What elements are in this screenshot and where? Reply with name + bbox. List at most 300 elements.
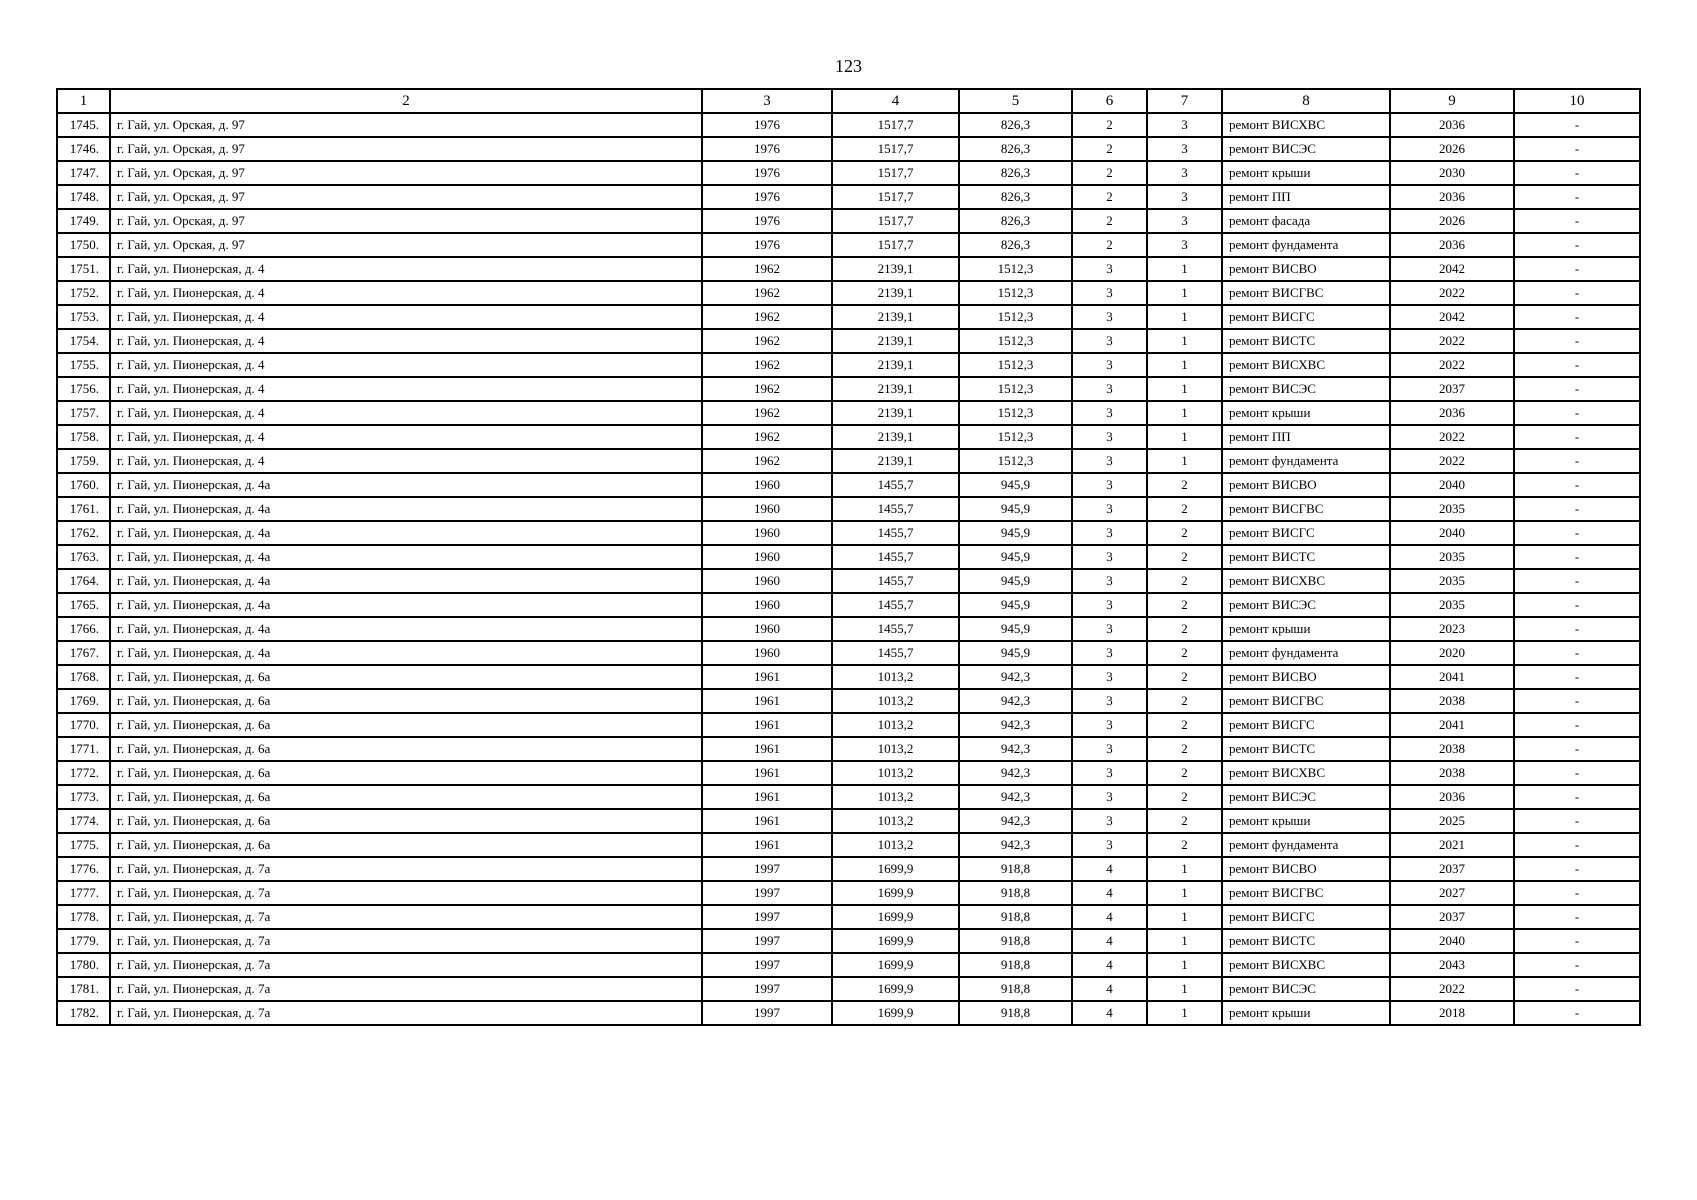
year-cell: 1962 [702, 281, 832, 305]
work-type-cell: ремонт ВИСЭС [1222, 785, 1390, 809]
year-cell: 1960 [702, 593, 832, 617]
row-number-cell: 1759. [57, 449, 110, 473]
address-cell: г. Гай, ул. Пионерская, д. 7а [110, 977, 702, 1001]
living-area-cell: 918,8 [959, 857, 1072, 881]
note-cell: - [1514, 233, 1640, 257]
note-cell: - [1514, 593, 1640, 617]
total-area-cell: 2139,1 [832, 257, 959, 281]
note-cell: - [1514, 689, 1640, 713]
living-area-cell: 1512,3 [959, 257, 1072, 281]
entrances-cell: 1 [1147, 881, 1222, 905]
table-row [57, 881, 1640, 905]
work-type-cell: ремонт ВИСХВС [1222, 953, 1390, 977]
address-cell: г. Гай, ул. Пионерская, д. 4 [110, 449, 702, 473]
year-cell: 1960 [702, 569, 832, 593]
year-cell: 1960 [702, 617, 832, 641]
work-type-cell: ремонт ВИСТС [1222, 929, 1390, 953]
floors-cell: 3 [1072, 737, 1147, 761]
year-cell: 1976 [702, 209, 832, 233]
floors-cell: 2 [1072, 137, 1147, 161]
note-cell: - [1514, 401, 1640, 425]
plan-year-cell: 2020 [1390, 641, 1514, 665]
work-type-cell: ремонт ВИСГВС [1222, 881, 1390, 905]
floors-cell: 3 [1072, 689, 1147, 713]
table-row [57, 737, 1640, 761]
living-area-cell: 945,9 [959, 473, 1072, 497]
work-type-cell: ремонт ВИСВО [1222, 473, 1390, 497]
total-area-cell: 1455,7 [832, 593, 959, 617]
total-area-cell: 2139,1 [832, 449, 959, 473]
floors-cell: 3 [1072, 353, 1147, 377]
total-area-cell: 2139,1 [832, 305, 959, 329]
address-cell: г. Гай, ул. Пионерская, д. 4 [110, 329, 702, 353]
year-cell: 1962 [702, 305, 832, 329]
floors-cell: 3 [1072, 329, 1147, 353]
row-number-cell: 1746. [57, 137, 110, 161]
total-area-cell: 1455,7 [832, 473, 959, 497]
year-cell: 1960 [702, 473, 832, 497]
plan-year-cell: 2026 [1390, 209, 1514, 233]
floors-cell: 3 [1072, 761, 1147, 785]
note-cell: - [1514, 785, 1640, 809]
year-cell: 1962 [702, 329, 832, 353]
table-row [57, 665, 1640, 689]
total-area-cell: 1699,9 [832, 1001, 959, 1025]
row-number-cell: 1771. [57, 737, 110, 761]
floors-cell: 4 [1072, 977, 1147, 1001]
table-row [57, 617, 1640, 641]
total-area-cell: 1517,7 [832, 137, 959, 161]
floors-cell: 4 [1072, 857, 1147, 881]
note-cell: - [1514, 1001, 1640, 1025]
table-row [57, 929, 1640, 953]
table-row [57, 185, 1640, 209]
year-cell: 1997 [702, 857, 832, 881]
living-area-cell: 942,3 [959, 809, 1072, 833]
floors-cell: 3 [1072, 281, 1147, 305]
total-area-cell: 1699,9 [832, 905, 959, 929]
address-cell: г. Гай, ул. Орская, д. 97 [110, 113, 702, 137]
table-row [57, 761, 1640, 785]
address-cell: г. Гай, ул. Пионерская, д. 6а [110, 689, 702, 713]
living-area-cell: 826,3 [959, 161, 1072, 185]
floors-cell: 4 [1072, 953, 1147, 977]
work-type-cell: ремонт ВИСГС [1222, 305, 1390, 329]
year-cell: 1962 [702, 257, 832, 281]
total-area-cell: 1013,2 [832, 713, 959, 737]
work-type-cell: ремонт ВИСЭС [1222, 977, 1390, 1001]
plan-year-cell: 2036 [1390, 185, 1514, 209]
year-cell: 1976 [702, 233, 832, 257]
plan-year-cell: 2026 [1390, 137, 1514, 161]
row-number-cell: 1772. [57, 761, 110, 785]
entrances-cell: 1 [1147, 401, 1222, 425]
work-type-cell: ремонт ВИСЭС [1222, 137, 1390, 161]
plan-year-cell: 2027 [1390, 881, 1514, 905]
column-header: 3 [702, 89, 832, 113]
note-cell: - [1514, 545, 1640, 569]
row-number-cell: 1768. [57, 665, 110, 689]
entrances-cell: 3 [1147, 113, 1222, 137]
total-area-cell: 1455,7 [832, 497, 959, 521]
work-type-cell: ремонт фасада [1222, 209, 1390, 233]
table-row [57, 449, 1640, 473]
address-cell: г. Гай, ул. Пионерская, д. 4а [110, 569, 702, 593]
row-number-cell: 1775. [57, 833, 110, 857]
total-area-cell: 1013,2 [832, 761, 959, 785]
work-type-cell: ремонт ВИСТС [1222, 545, 1390, 569]
row-number-cell: 1763. [57, 545, 110, 569]
plan-year-cell: 2021 [1390, 833, 1514, 857]
note-cell: - [1514, 377, 1640, 401]
work-type-cell: ремонт ВИСГС [1222, 521, 1390, 545]
note-cell: - [1514, 953, 1640, 977]
address-cell: г. Гай, ул. Пионерская, д. 4а [110, 497, 702, 521]
row-number-cell: 1774. [57, 809, 110, 833]
address-cell: г. Гай, ул. Пионерская, д. 4 [110, 353, 702, 377]
year-cell: 1997 [702, 953, 832, 977]
address-cell: г. Гай, ул. Пионерская, д. 6а [110, 785, 702, 809]
plan-year-cell: 2022 [1390, 425, 1514, 449]
work-type-cell: ремонт крыши [1222, 161, 1390, 185]
total-area-cell: 1517,7 [832, 209, 959, 233]
address-cell: г. Гай, ул. Орская, д. 97 [110, 137, 702, 161]
living-area-cell: 942,3 [959, 833, 1072, 857]
floors-cell: 3 [1072, 641, 1147, 665]
entrances-cell: 1 [1147, 929, 1222, 953]
entrances-cell: 1 [1147, 857, 1222, 881]
plan-year-cell: 2035 [1390, 593, 1514, 617]
row-number-cell: 1780. [57, 953, 110, 977]
address-cell: г. Гай, ул. Пионерская, д. 4а [110, 545, 702, 569]
entrances-cell: 2 [1147, 665, 1222, 689]
row-number-cell: 1762. [57, 521, 110, 545]
work-type-cell: ремонт фундамента [1222, 233, 1390, 257]
entrances-cell: 2 [1147, 713, 1222, 737]
year-cell: 1997 [702, 881, 832, 905]
table-row [57, 161, 1640, 185]
column-header: 6 [1072, 89, 1147, 113]
table-row [57, 113, 1640, 137]
plan-year-cell: 2042 [1390, 305, 1514, 329]
total-area-cell: 1699,9 [832, 881, 959, 905]
entrances-cell: 2 [1147, 785, 1222, 809]
note-cell: - [1514, 977, 1640, 1001]
row-number-cell: 1752. [57, 281, 110, 305]
year-cell: 1976 [702, 137, 832, 161]
floors-cell: 3 [1072, 473, 1147, 497]
living-area-cell: 945,9 [959, 545, 1072, 569]
row-number-cell: 1748. [57, 185, 110, 209]
floors-cell: 3 [1072, 833, 1147, 857]
living-area-cell: 1512,3 [959, 425, 1072, 449]
row-number-cell: 1751. [57, 257, 110, 281]
work-type-cell: ремонт ПП [1222, 185, 1390, 209]
work-type-cell: ремонт ВИСГС [1222, 905, 1390, 929]
row-number-cell: 1782. [57, 1001, 110, 1025]
work-type-cell: ремонт ВИСГВС [1222, 497, 1390, 521]
row-number-cell: 1757. [57, 401, 110, 425]
living-area-cell: 826,3 [959, 233, 1072, 257]
plan-year-cell: 2038 [1390, 689, 1514, 713]
year-cell: 1976 [702, 161, 832, 185]
living-area-cell: 826,3 [959, 113, 1072, 137]
floors-cell: 3 [1072, 665, 1147, 689]
living-area-cell: 1512,3 [959, 329, 1072, 353]
year-cell: 1962 [702, 425, 832, 449]
living-area-cell: 945,9 [959, 617, 1072, 641]
living-area-cell: 945,9 [959, 569, 1072, 593]
row-number-cell: 1773. [57, 785, 110, 809]
total-area-cell: 1013,2 [832, 833, 959, 857]
living-area-cell: 942,3 [959, 689, 1072, 713]
floors-cell: 2 [1072, 233, 1147, 257]
total-area-cell: 2139,1 [832, 425, 959, 449]
floors-cell: 3 [1072, 497, 1147, 521]
note-cell: - [1514, 569, 1640, 593]
total-area-cell: 1455,7 [832, 545, 959, 569]
entrances-cell: 3 [1147, 233, 1222, 257]
table-row [57, 809, 1640, 833]
entrances-cell: 1 [1147, 281, 1222, 305]
row-number-cell: 1745. [57, 113, 110, 137]
floors-cell: 3 [1072, 305, 1147, 329]
floors-cell: 3 [1072, 569, 1147, 593]
plan-year-cell: 2022 [1390, 977, 1514, 1001]
row-number-cell: 1761. [57, 497, 110, 521]
total-area-cell: 1013,2 [832, 689, 959, 713]
table-row [57, 785, 1640, 809]
entrances-cell: 1 [1147, 449, 1222, 473]
repair-schedule-table [56, 88, 1641, 1026]
table-row [57, 401, 1640, 425]
year-cell: 1960 [702, 641, 832, 665]
table-row [57, 329, 1640, 353]
note-cell: - [1514, 257, 1640, 281]
work-type-cell: ремонт фундамента [1222, 641, 1390, 665]
plan-year-cell: 2030 [1390, 161, 1514, 185]
entrances-cell: 2 [1147, 473, 1222, 497]
address-cell: г. Гай, ул. Пионерская, д. 6а [110, 833, 702, 857]
work-type-cell: ремонт ВИСХВС [1222, 353, 1390, 377]
work-type-cell: ремонт ВИСВО [1222, 665, 1390, 689]
living-area-cell: 945,9 [959, 521, 1072, 545]
plan-year-cell: 2022 [1390, 449, 1514, 473]
row-number-cell: 1760. [57, 473, 110, 497]
address-cell: г. Гай, ул. Пионерская, д. 4 [110, 377, 702, 401]
year-cell: 1997 [702, 929, 832, 953]
address-cell: г. Гай, ул. Пионерская, д. 7а [110, 953, 702, 977]
floors-cell: 3 [1072, 785, 1147, 809]
year-cell: 1960 [702, 521, 832, 545]
work-type-cell: ремонт ВИСГВС [1222, 689, 1390, 713]
floors-cell: 4 [1072, 929, 1147, 953]
living-area-cell: 1512,3 [959, 281, 1072, 305]
table-row [57, 833, 1640, 857]
page-number: 123 [835, 56, 862, 76]
year-cell: 1962 [702, 449, 832, 473]
living-area-cell: 918,8 [959, 881, 1072, 905]
note-cell: - [1514, 185, 1640, 209]
address-cell: г. Гай, ул. Пионерская, д. 7а [110, 1001, 702, 1025]
column-header: 7 [1147, 89, 1222, 113]
address-cell: г. Гай, ул. Пионерская, д. 4 [110, 401, 702, 425]
work-type-cell: ремонт ВИСГС [1222, 713, 1390, 737]
plan-year-cell: 2035 [1390, 569, 1514, 593]
work-type-cell: ремонт ВИСТС [1222, 737, 1390, 761]
note-cell: - [1514, 833, 1640, 857]
floors-cell: 2 [1072, 113, 1147, 137]
note-cell: - [1514, 305, 1640, 329]
row-number-cell: 1764. [57, 569, 110, 593]
work-type-cell: ремонт ВИСХВС [1222, 761, 1390, 785]
note-cell: - [1514, 617, 1640, 641]
row-number-cell: 1779. [57, 929, 110, 953]
year-cell: 1961 [702, 833, 832, 857]
note-cell: - [1514, 737, 1640, 761]
address-cell: г. Гай, ул. Пионерская, д. 4 [110, 305, 702, 329]
living-area-cell: 945,9 [959, 497, 1072, 521]
plan-year-cell: 2022 [1390, 353, 1514, 377]
entrances-cell: 1 [1147, 1001, 1222, 1025]
address-cell: г. Гай, ул. Пионерская, д. 4а [110, 521, 702, 545]
row-number-cell: 1750. [57, 233, 110, 257]
row-number-cell: 1749. [57, 209, 110, 233]
entrances-cell: 1 [1147, 425, 1222, 449]
entrances-cell: 3 [1147, 137, 1222, 161]
note-cell: - [1514, 161, 1640, 185]
note-cell: - [1514, 209, 1640, 233]
row-number-cell: 1753. [57, 305, 110, 329]
plan-year-cell: 2023 [1390, 617, 1514, 641]
address-cell: г. Гай, ул. Пионерская, д. 7а [110, 881, 702, 905]
note-cell: - [1514, 281, 1640, 305]
work-type-cell: ремонт крыши [1222, 809, 1390, 833]
floors-cell: 3 [1072, 593, 1147, 617]
living-area-cell: 918,8 [959, 929, 1072, 953]
year-cell: 1961 [702, 785, 832, 809]
total-area-cell: 1013,2 [832, 809, 959, 833]
living-area-cell: 942,3 [959, 761, 1072, 785]
living-area-cell: 1512,3 [959, 305, 1072, 329]
total-area-cell: 1013,2 [832, 785, 959, 809]
year-cell: 1961 [702, 665, 832, 689]
address-cell: г. Гай, ул. Пионерская, д. 4 [110, 281, 702, 305]
living-area-cell: 942,3 [959, 785, 1072, 809]
work-type-cell: ремонт ВИСЭС [1222, 593, 1390, 617]
address-cell: г. Гай, ул. Пионерская, д. 6а [110, 665, 702, 689]
floors-cell: 4 [1072, 905, 1147, 929]
plan-year-cell: 2040 [1390, 929, 1514, 953]
note-cell: - [1514, 497, 1640, 521]
entrances-cell: 1 [1147, 905, 1222, 929]
plan-year-cell: 2025 [1390, 809, 1514, 833]
row-number-cell: 1765. [57, 593, 110, 617]
column-header: 10 [1514, 89, 1640, 113]
row-number-cell: 1778. [57, 905, 110, 929]
work-type-cell: ремонт ВИСХВС [1222, 113, 1390, 137]
table-row [57, 569, 1640, 593]
row-number-cell: 1756. [57, 377, 110, 401]
address-cell: г. Гай, ул. Пионерская, д. 4 [110, 257, 702, 281]
plan-year-cell: 2038 [1390, 737, 1514, 761]
living-area-cell: 826,3 [959, 137, 1072, 161]
address-cell: г. Гай, ул. Орская, д. 97 [110, 209, 702, 233]
year-cell: 1961 [702, 737, 832, 761]
entrances-cell: 2 [1147, 833, 1222, 857]
living-area-cell: 918,8 [959, 953, 1072, 977]
plan-year-cell: 2037 [1390, 857, 1514, 881]
year-cell: 1997 [702, 1001, 832, 1025]
work-type-cell: ремонт фундамента [1222, 833, 1390, 857]
column-header: 2 [110, 89, 702, 113]
table-row [57, 545, 1640, 569]
living-area-cell: 1512,3 [959, 449, 1072, 473]
floors-cell: 4 [1072, 1001, 1147, 1025]
plan-year-cell: 2036 [1390, 233, 1514, 257]
address-cell: г. Гай, ул. Пионерская, д. 4 [110, 425, 702, 449]
floors-cell: 2 [1072, 161, 1147, 185]
row-number-cell: 1776. [57, 857, 110, 881]
plan-year-cell: 2038 [1390, 761, 1514, 785]
year-cell: 1960 [702, 545, 832, 569]
plan-year-cell: 2036 [1390, 785, 1514, 809]
floors-cell: 3 [1072, 809, 1147, 833]
year-cell: 1961 [702, 713, 832, 737]
total-area-cell: 2139,1 [832, 377, 959, 401]
table-body [57, 113, 1640, 1025]
row-number-cell: 1758. [57, 425, 110, 449]
total-area-cell: 1455,7 [832, 641, 959, 665]
note-cell: - [1514, 521, 1640, 545]
work-type-cell: ремонт ВИСТС [1222, 329, 1390, 353]
plan-year-cell: 2041 [1390, 665, 1514, 689]
total-area-cell: 1699,9 [832, 953, 959, 977]
address-cell: г. Гай, ул. Орская, д. 97 [110, 185, 702, 209]
column-header: 8 [1222, 89, 1390, 113]
floors-cell: 3 [1072, 521, 1147, 545]
entrances-cell: 2 [1147, 761, 1222, 785]
entrances-cell: 1 [1147, 257, 1222, 281]
living-area-cell: 826,3 [959, 209, 1072, 233]
table-row [57, 977, 1640, 1001]
floors-cell: 3 [1072, 617, 1147, 641]
year-cell: 1961 [702, 689, 832, 713]
entrances-cell: 3 [1147, 161, 1222, 185]
address-cell: г. Гай, ул. Пионерская, д. 7а [110, 905, 702, 929]
floors-cell: 3 [1072, 377, 1147, 401]
work-type-cell: ремонт ВИСВО [1222, 257, 1390, 281]
total-area-cell: 1517,7 [832, 233, 959, 257]
entrances-cell: 2 [1147, 737, 1222, 761]
floors-cell: 3 [1072, 257, 1147, 281]
plan-year-cell: 2037 [1390, 905, 1514, 929]
table-row [57, 857, 1640, 881]
row-number-cell: 1770. [57, 713, 110, 737]
year-cell: 1962 [702, 353, 832, 377]
column-header: 4 [832, 89, 959, 113]
plan-year-cell: 2018 [1390, 1001, 1514, 1025]
address-cell: г. Гай, ул. Пионерская, д. 6а [110, 713, 702, 737]
plan-year-cell: 2036 [1390, 401, 1514, 425]
column-header: 9 [1390, 89, 1514, 113]
address-cell: г. Гай, ул. Пионерская, д. 4а [110, 617, 702, 641]
floors-cell: 3 [1072, 713, 1147, 737]
year-cell: 1997 [702, 977, 832, 1001]
note-cell: - [1514, 905, 1640, 929]
table-row [57, 497, 1640, 521]
address-cell: г. Гай, ул. Пионерская, д. 4а [110, 593, 702, 617]
